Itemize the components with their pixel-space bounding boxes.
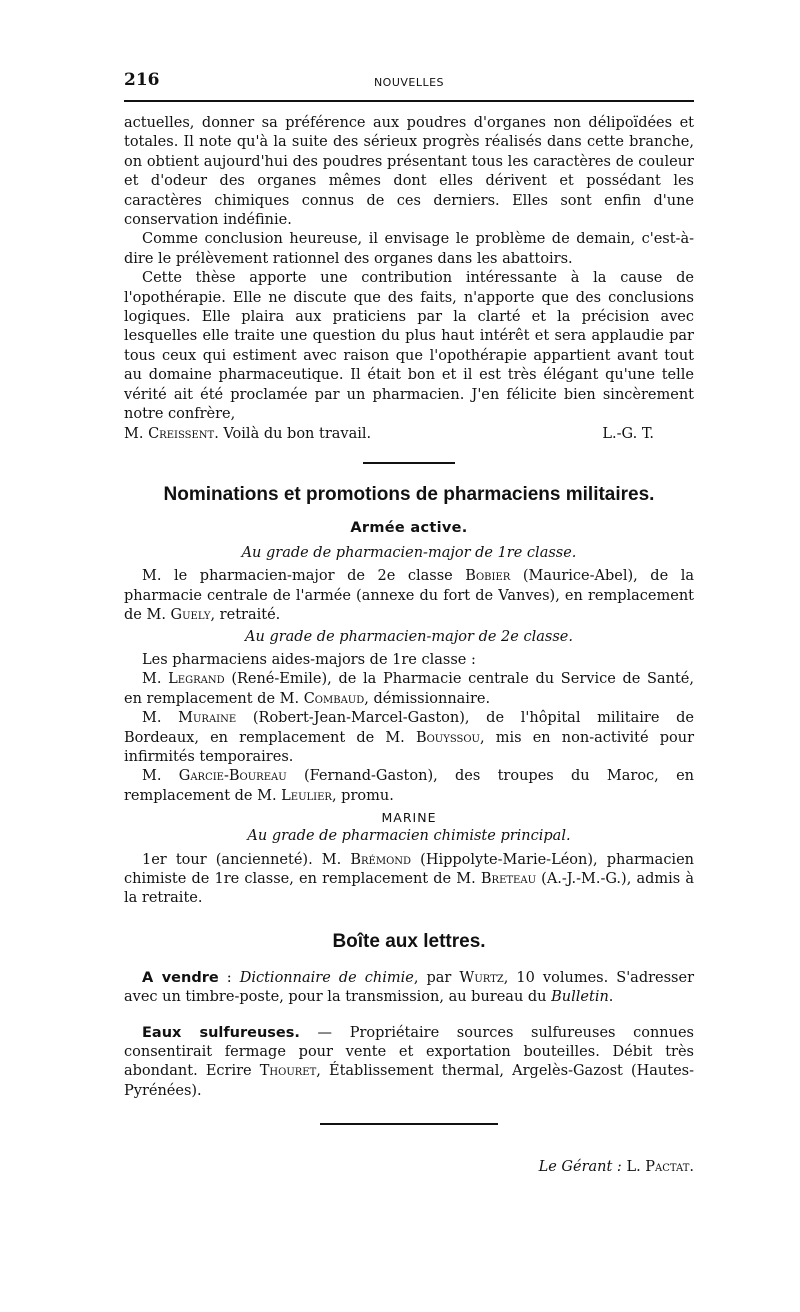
marine-heading: MARINE — [381, 810, 437, 826]
aides-majors-intro: Les pharmaciens aides-majors de 1re classe : — [142, 651, 476, 668]
ad-eaux-sulfureuses: Eaux sulfureuses. — Propriétaire sources sulfureuses connues consentirait fermage pour vente et exportation bouteilles. Débit très abondant. Ecrire Thouret, Établissement thermal, Argelès-Gazost (Hautes-Pyrénées). — [124, 1024, 694, 1099]
review-paragraph-1: actuelles, donner sa préférence aux poudres d'organes non délipoïdées et totales. Il note qu'à la suite des sérieux progrès réalisés dans cette branche, on obtient aujourd'hui des poudres présentant tous les caractères de couleur et d'odeur des organes mêmes dont elles dérivent et possédant les caractères chimiques connus de ces derniers. Elles sont enfin d'une conservation indéfinie. — [124, 115, 694, 229]
nomination-entry-bremond: 1er tour (ancienneté). M. Brémond (Hippolyte-Marie-Léon), pharmacien chimiste de 1re classe, en remplacement de M. Breteau (A.-J.-M.-G.), admis à la retraite. — [124, 851, 695, 907]
end-divider — [320, 1123, 498, 1125]
review-closing-line — [124, 425, 694, 444]
nomination-entry-legrand: M. Legrand (René-Emile), de la Pharmacie centrale du Service de Santé, en remplacement de M. Combaud, démissionnaire. — [124, 671, 694, 707]
review-closing: M. Creissent. Voilà du bon travail. — [124, 425, 372, 442]
nomination-entry-garcie-boureau: M. Garcie-Boureau (Fernand-Gaston), des troupes du Maroc, en remplacement de M. Leulier, promu. — [124, 768, 694, 804]
ad-a-vendre: A vendre : Dictionnaire de chimie, par Wurtz, 10 volumes. S'adresser avec un timbre-poste, pour la transmission, au bureau du Bulletin. — [124, 969, 695, 1006]
header-rule — [124, 100, 694, 102]
rank-heading-chimiste: Au grade de pharmacien chimiste principal. — [247, 828, 571, 845]
author-name: Creissent — [148, 425, 215, 442]
running-head — [124, 68, 694, 96]
review-signature: L.-G. T. — [602, 425, 654, 442]
nominations-title: Nominations et promotions de pharmaciens militaires. — [163, 483, 655, 505]
nomination-entry-bobier: M. le pharmacien-major de 2e classe Bobier (Maurice-Abel), de la pharmacie centrale de l'armée (annexe du fort de Vanves), en remplacement de M. Guely, retraité. — [124, 568, 694, 624]
page-number: 216 — [124, 70, 160, 90]
nomination-entry-muraine: M. Muraine (Robert-Jean-Marcel-Gaston), de l'hôpital militaire de Bordeaux, en remplacement de M. Bouyssou, mis en non-activité pour infirmités temporaires. — [124, 710, 694, 765]
review-paragraph-2: Comme conclusion heureuse, il envisage le problème de demain, c'est-à-dire le prélèvement rationnel des organes dans les abattoirs. — [124, 231, 694, 267]
letters-title: Boîte aux lettres. — [332, 930, 486, 952]
armee-active-heading: Armée active. — [350, 519, 468, 536]
running-title: NOUVELLES — [373, 76, 445, 89]
journal-page — [124, 68, 694, 1175]
rank-heading-major-2: Au grade de pharmacien-major de 2e classe. — [245, 628, 573, 645]
section-divider — [363, 462, 455, 464]
gerant-signature: Le Gérant : L. Pactat. — [538, 1159, 694, 1176]
review-paragraph-3: Cette thèse apporte une contribution intéressante à la cause de l'opothérapie. Elle ne discute que des faits, n'apporte que des conclusions logiques. Elle plaira aux praticiens par la clarté et la précision avec lesquelles elle traite une question du plus haut intérêt et sera applaudie par tous ceux qui estiment avec raison que l'opothérapie appartient avant tout au domaine pharmaceutique. Il était bon et il est très élégant qu'une telle vérité ait été proclamée par un pharmacien. J'en félicite bien sincèrement notre confrère, — [124, 270, 694, 423]
rank-heading-major-1: Au grade de pharmacien-major de 1re classe. — [241, 544, 577, 561]
